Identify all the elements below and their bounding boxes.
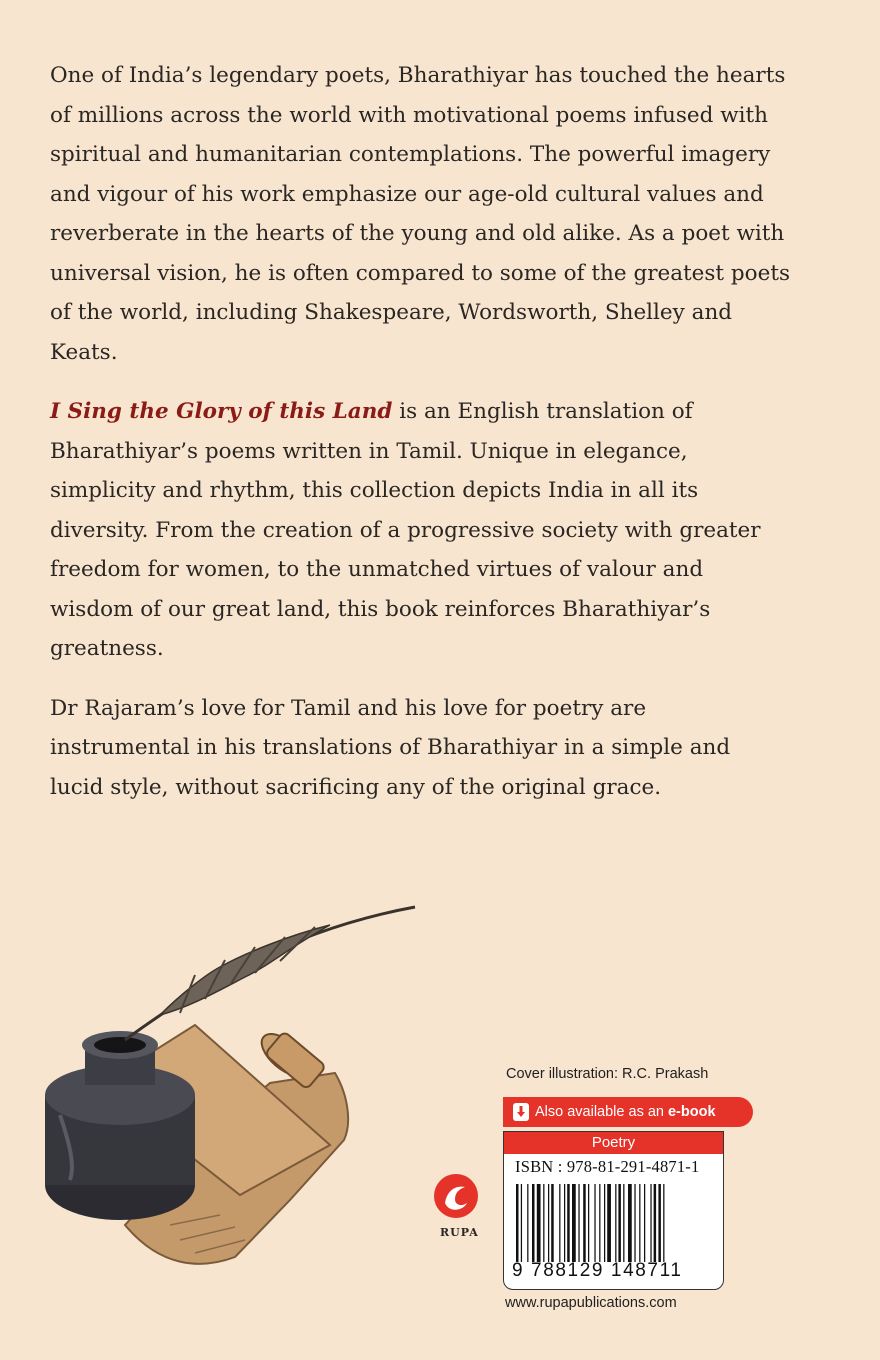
barcode-bar (604, 1184, 605, 1262)
barcode-bar (599, 1184, 600, 1262)
barcode-bar (618, 1184, 621, 1262)
barcode-bar (516, 1184, 519, 1262)
ebook-availability-banner (503, 1097, 753, 1127)
barcode-bar (658, 1184, 661, 1262)
barcode-bar (559, 1184, 560, 1262)
barcode-bar (532, 1184, 535, 1262)
barcode-bar (527, 1184, 528, 1262)
barcode-bar (578, 1184, 579, 1262)
barcode-bar (551, 1184, 554, 1262)
barcode-bar (572, 1184, 576, 1262)
genre-label: Poetry (504, 1132, 723, 1154)
barcode-bar (594, 1184, 595, 1262)
publisher-name: RUPA (440, 1226, 479, 1239)
back-cover-blurb (50, 56, 790, 827)
publisher-website: www.rupapublications.com (505, 1295, 677, 1311)
barcode-bar (663, 1184, 664, 1262)
barcode-bar (543, 1184, 544, 1262)
barcode-bar (548, 1184, 549, 1262)
ebook-banner-text: Also available as an (535, 1104, 664, 1120)
barcode-bars (514, 1184, 714, 1262)
ebook-banner-emphasis: e-book (667, 1104, 716, 1120)
barcode-bar (588, 1184, 589, 1262)
barcode-bar (521, 1184, 522, 1262)
barcode-bar (567, 1184, 570, 1262)
barcode-bar (650, 1184, 651, 1262)
barcode-bar (639, 1184, 640, 1262)
barcode-bar (564, 1184, 565, 1262)
isbn-label: ISBN : 978-81-291-4871-1 (515, 1157, 700, 1176)
blurb-paragraph-2-text: is an English translation of Bharathiyar’s poems written in Tamil. Unique in elegance, simplicity and rhythm, this collection depicts India in all its diversity. From the creation of a progressive society with greater freedom for women, to the unmatched virtues of valour and wisdom of our great land, this book reinforces Bharathiyar’s greatness. (50, 399, 761, 661)
barcode-bar (628, 1184, 632, 1262)
barcode-bar (634, 1184, 635, 1262)
download-arrow-icon (513, 1103, 529, 1121)
barcode-bar (654, 1184, 657, 1262)
blurb-paragraph-1: One of India’s legendary poets, Bharathiyar has touched the hearts of millions across the world with motivational poems infused with spiritual and humanitarian contemplations. The powerful imagery and vigour of his work emphasize our age-old cultural values and reverberate in the hearts of the young and old alike. As a poet with universal vision, he is often compared to some of the greatest poets of the world, including Shakespeare, Wordsworth, Shelley and Keats. (50, 63, 790, 365)
rupa-logo-icon (433, 1173, 479, 1219)
barcode-bar (615, 1184, 616, 1262)
quill-inkpot-scroll-illustration (30, 895, 450, 1275)
blurb-paragraph-2 (50, 392, 790, 669)
barcode-bar (537, 1184, 541, 1262)
barcode-bar (583, 1184, 586, 1262)
barcode-digits: 9 788129 148711 (512, 1260, 683, 1281)
book-title: I Sing the Glory of this Land (50, 399, 393, 424)
cover-illustration-credit: Cover illustration: R.C. Prakash (506, 1066, 709, 1082)
barcode-bar (644, 1184, 645, 1262)
blurb-paragraph-3: Dr Rajaram’s love for Tamil and his love for poetry are instrumental in his translations of Bharathiyar in a simple and lucid style, without sacrificing any of the original grace. (50, 695, 731, 800)
barcode-bar (607, 1184, 611, 1262)
barcode-panel (503, 1131, 724, 1290)
barcode-bar (623, 1184, 624, 1262)
